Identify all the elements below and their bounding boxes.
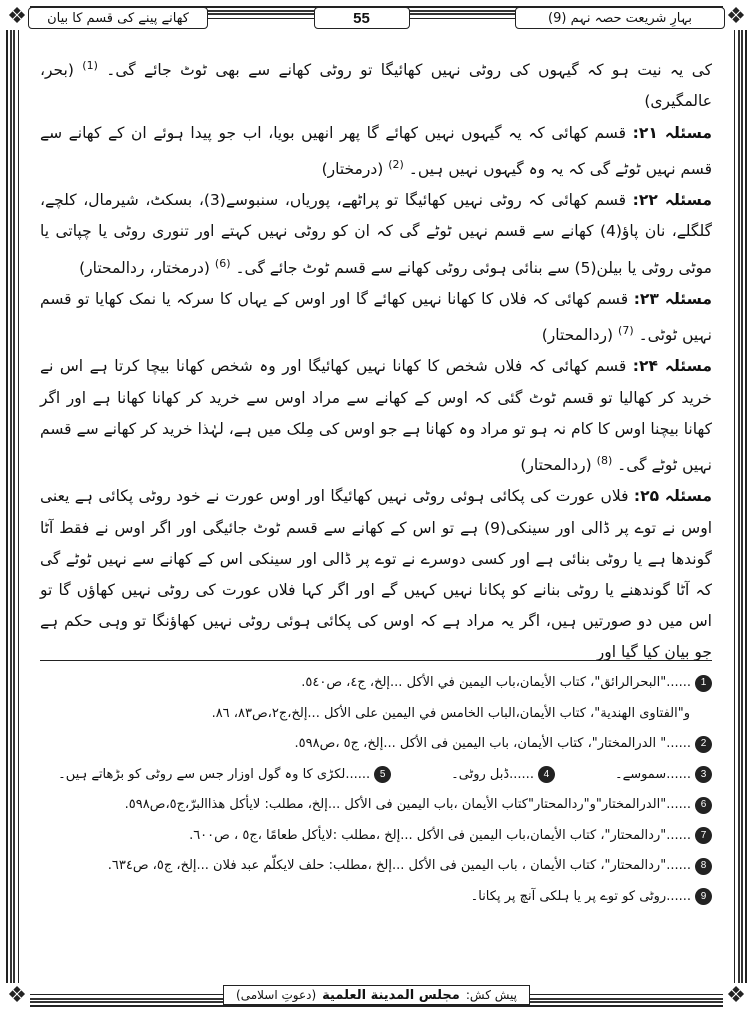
source-citation: (ردالمحتار)	[520, 456, 592, 475]
book-title: بہارِ شریعت حصہ نہم (9)	[515, 7, 725, 29]
footnote-item	[40, 821, 712, 852]
filled-circle-number-icon: 2	[695, 736, 712, 753]
footnotes	[40, 668, 712, 912]
footnote-text: ......ڈبل روٹی۔	[451, 766, 534, 782]
filled-circle-number-icon: 6	[695, 797, 712, 814]
footnote-divider	[40, 660, 712, 661]
paragraph-text: فلاں عورت کی پکائی ہوئی روٹی نہیں کھائیگا اور اوس عورت نے خود روٹی پکائی ہے یعنی اوس نے توے پر ڈالی اور سینکی(9) ہے تو اس کے کھانے سے قسم ٹوٹ جائیگی اور اگر اوس نے فقط آٹا گوندھا ہے یا روٹی بنائی ہے اور کسی دوسرے نے توے پر ڈالی اور سینکی اس کے کھانے سے نہیں ٹوٹے گی کہ آٹا گوندھنے یا روٹی بنانے کو پکانا نہیں کہیں گے اور اگر کہا فلاں عورت کی روٹی نہیں کھاؤں گا تو اس میں دو صورتیں ہیں، اگر یہ مراد ہے کہ اوس کی پکائی ہوئی روٹی نہیں کھاؤنگا تو وہی حکم ہے جو بیان کیا گیا اور	[40, 487, 712, 662]
filled-circle-number-icon: 3	[695, 766, 712, 783]
footer-prefix: پیش کش:	[465, 988, 517, 1002]
footnote-ref: (7)	[618, 324, 634, 338]
footnote-item	[40, 729, 712, 760]
footnote-text: ......"ردالمحتار"، كتاب الأيمان ، باب اليمين فى الأكل ...إلخ ،مطلب: حلف لايكلّم عبد فلان ...إلخ، ج٥، ص٦٣٤.	[107, 858, 691, 873]
paragraph	[40, 185, 712, 284]
footnote-ref: (8)	[596, 454, 613, 468]
filled-circle-number-icon: 7	[695, 827, 712, 844]
main-text	[40, 50, 712, 669]
page-footer	[0, 985, 753, 1005]
masala-label: مسئلہ ۲۳:	[633, 289, 712, 308]
masala-label: مسئلہ ۲۴:	[632, 357, 712, 376]
paragraph-text: قسم کھائی کہ یہ گیہوں نہیں کھائے گا پھر انھیں بویا، اب جو پیدا ہوئے ان کے کھانے سے قسم نہیں ٹوٹے گی کہ یہ وہ گیہوں نہیں ہیں۔	[40, 123, 712, 178]
filled-circle-number-icon: 4	[538, 766, 555, 783]
paragraph-text: قسم کھائی کہ روٹی نہیں کھائیگا تو پراٹھے، پوریاں، سنبوسے(3)، بسکٹ، شیرمال، کلچے، گلگلے، نان پاؤ(4) کھانے سے قسم نہیں ٹوٹے گی کہ ان کو روٹی نہیں کہتے اور تنوری روٹی یا چپاتی یا موٹی روٹی یا بیلن(5) سے بنائی ہوئی روٹی کھانے سے قسم ٹوٹ جائے گی۔	[40, 191, 712, 277]
filled-circle-number-icon: 9	[695, 888, 712, 905]
footer-suffix: (دعوتِ اسلامی)	[236, 988, 317, 1002]
page-header	[28, 6, 725, 30]
ornament-corner-icon: ❖	[4, 983, 30, 1009]
paragraph	[40, 50, 712, 118]
paragraph	[40, 118, 712, 186]
footnote-item	[40, 882, 712, 913]
footnote-ref: (6)	[214, 256, 231, 270]
filled-circle-number-icon: 5	[374, 766, 391, 783]
filled-circle-number-icon: 1	[695, 675, 712, 692]
footnote-text: ......"الدرالمختار"و"ردالمحتار"كتاب الأيمان ،باب اليمين فى الأكل ...إلخ، مطلب: لايأكل هذاالبرّ،ج٥،ص٥٩٨.	[124, 797, 691, 812]
paragraph	[40, 284, 712, 352]
footnote-item	[615, 760, 712, 791]
masala-label: مسئلہ ۲۲:	[632, 191, 712, 210]
source-citation: (درمختار)	[321, 159, 384, 178]
ornament-corner-icon: ❖	[4, 4, 30, 30]
footnote-text: ......" الدرالمختار"، كتاب الأيمان، باب اليمين فى الأكل ...إلخ، ج٥ ،ص٥٩٨.	[294, 736, 691, 751]
footnote-item	[40, 668, 712, 699]
footnote-row	[40, 760, 712, 791]
paragraph-text: قسم کھائی کہ فلاں کا کھانا نہیں کھائے گا اور اوس کے یہاں کا سرکہ یا نمک کھایا تو قسم نہیں ٹوٹی۔	[40, 289, 712, 345]
footnote-item	[40, 790, 712, 821]
page-number: 55	[314, 7, 410, 29]
footnote-ref: (2)	[388, 157, 404, 171]
footnote-ref: (1)	[82, 59, 98, 72]
footnote-text: ......سموسے۔	[614, 766, 691, 782]
filled-circle-number-icon: 8	[695, 858, 712, 875]
footnote-item	[40, 851, 712, 882]
masala-label: مسئلہ ۲۵:	[633, 487, 712, 506]
footnote-item	[40, 699, 712, 730]
footnote-item	[58, 760, 391, 791]
ornament-corner-icon: ❖	[723, 4, 749, 30]
footnote-text: ......لکڑی کا وہ گول اوزار جس سے روٹی کو بڑھاتے ہیں۔	[58, 766, 371, 782]
publisher-box	[223, 985, 530, 1005]
ornament-corner-icon: ❖	[723, 983, 749, 1009]
source-citation: (ردالمحتار)	[541, 326, 614, 345]
paragraph	[40, 351, 712, 481]
source-citation: (بحر، عالمگیری)	[40, 61, 712, 111]
footnote-text: و"الفتاوى الهندية"، كتاب الأيمان،الباب الخامس في اليمين على الأكل ...إلخ،ج٢،ص٨٣، ٨٦.	[211, 705, 690, 721]
paragraph	[40, 481, 712, 668]
source-citation: (درمختار، ردالمحتار)	[79, 258, 210, 277]
paragraph-text: کی یہ نیت ہو کہ گیہوں کی روٹی نہیں کھائیگا تو روٹی کھانے سے بھی ٹوٹ جائے گی۔	[106, 61, 712, 80]
paragraph-text: قسم کھائی کہ فلاں شخص کا کھانا نہیں کھائیگا اور وہ شخص کھانا بیچا کرتا ہے اس نے خرید کر کھالیا تو قسم ٹوٹ گئی کہ اوس کے کھانے سے مراد اوس سے خرید کر کھانا کھانا ہے اور اگر کھانا بیچنا اوس کا کام نہ ہو تو مراد وہ کھانا ہے جو اوس کی مِلک میں ہے، لہٰذا خرید کر کھانے سے قسم نہیں ٹوٹے گی۔	[40, 357, 712, 475]
publisher-name: مجلس المدينة العلمية	[322, 987, 460, 1003]
chapter-title: کھانے پینے کی قسم کا بیان	[28, 7, 208, 29]
footnote-text: ......"ردالمحتار"، كتاب الأيمان،باب اليمين فى الأكل ...إلخ ،مطلب :لايأكل طعامًا ،ج٥ ، ص٦٠٠.	[189, 827, 691, 843]
footnote-text: ......روٹی کو توے پر یا ہلکی آنچ پر پکانا۔	[470, 888, 691, 904]
footnote-text: ......"البحرالرائق"، كتاب الأيمان،باب اليمين في الأكل ...إلخ، ج٤، ص٥٤٠.	[301, 675, 691, 690]
masala-label: مسئلہ ۲۱:	[632, 123, 712, 142]
footnote-item	[451, 760, 555, 791]
